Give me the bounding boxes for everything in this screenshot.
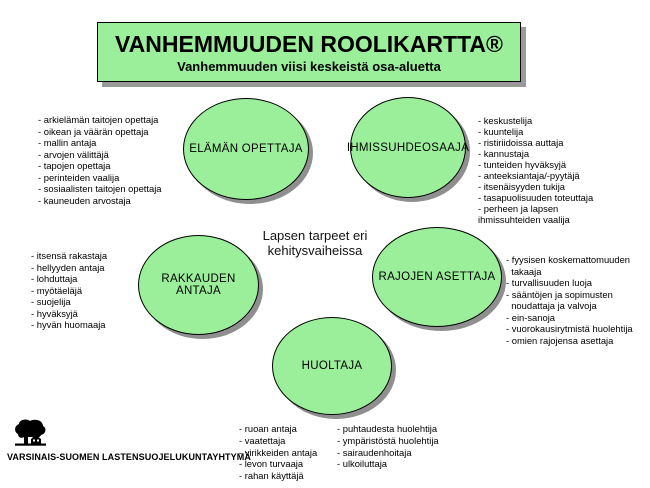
list-item: - virikkeiden antaja [239,446,318,458]
list-item: - ristiriidoissa auttaja [478,137,564,148]
center-note-line2: kehitysvaiheissa [267,243,363,258]
list-item: - tunteiden hyväksyjä [478,159,567,170]
role-ellipse-huoltaja [272,317,392,415]
list-item: - kauneuden arvostaja [38,194,131,206]
list-item: - puhtaudesta huolehtija [337,423,438,434]
list-item: - sairaudenhoitaja [337,446,412,458]
list-item: noudattaja ja valvoja [506,300,597,311]
tree-house-logo-icon [12,418,48,449]
list-item: - ulkoiluttaja [337,458,388,470]
list-item: - keskustelija [478,115,533,126]
list-item: - tasapuolisuuden toteuttaja [478,192,594,203]
center-note-line1: Lapsen tarpeet eri [262,228,368,243]
organization-name: VARSINAIS-SUOMEN LASTENSUOJELUKUNTAYHTYMÄ [7,452,251,462]
list-item: - hyvän huomaaja [31,319,106,330]
role-items-rakkauden-antaja [31,250,107,331]
list-item: - anteeksiantaja/-pyytäjä [478,170,580,181]
center-note [225,228,405,258]
list-item: - vuorokausirytmistä huolehtija [506,323,633,334]
list-item: - vaatettaja [239,434,286,446]
list-item: - sääntöjen ja sopimusten [506,288,613,300]
list-item: - itsenäisyyden tukija [478,181,566,192]
list-item: - tapojen opettaja [38,160,111,171]
role-label-ihmissuhdeosaaja: IHMISSUHDEOSAAJA [346,141,470,154]
list-item: ihmissuhteiden vaalija [478,214,570,225]
list-item: - kuuntelija [478,126,524,137]
list-item: - ympäristöstä huolehtija [337,434,439,446]
list-item: - arvojen välittäjä [38,148,109,160]
list-item: - hyväksyjä [31,307,78,319]
list-item: - omien rajojensa asettaja [506,334,614,346]
role-items-elaman-opettaja [38,114,162,206]
list-item: - arkielämän taitojen opettaja [38,114,159,125]
list-item: - ein-sanoja [506,311,555,323]
role-label-huoltaja: HUOLTAJA [301,360,363,372]
list-item: - rahan käyttäjä [239,470,304,482]
page-subtitle: Vanhemmuuden viisi keskeistä osa-aluetta [177,58,441,74]
list-item: - fyysisen koskemattomuuden [506,254,631,265]
role-items-rajojen-asettaja [506,254,633,346]
role-items-ihmissuhdeosaaja [478,115,593,225]
list-item: takaaja [506,265,542,277]
list-item: - levon turvaaja [239,458,304,470]
list-item: - myötäeläjä [31,284,83,296]
role-label-rakkauden-antaja: RAKKAUDEN ANTAJA [161,273,236,297]
role-items-huoltaja-col2 [337,423,439,470]
title-box [97,22,521,82]
list-item: - lohduttaja [31,273,78,284]
role-label-elaman-opettaja: ELÄMÄN OPETTAJA [189,143,303,155]
list-item: - itsensä rakastaja [31,250,108,261]
list-item: - turvallisuuden luoja [506,277,592,288]
list-item: - mallin antaja [38,137,97,148]
list-item: - ruoan antaja [239,423,297,434]
list-item: - sosiaalisten taitojen opettaja [38,183,162,194]
role-label-rajojen-asettaja: RAJOJEN ASETTAJA [378,271,496,283]
role-ellipse-elaman-opettaja [183,98,309,200]
list-item: - hellyyden antaja [31,261,105,273]
role-ellipse-ihmissuhdeosaaja [346,97,470,198]
list-item: - perheen ja lapsen [478,203,559,214]
list-item: - oikean ja väärän opettaja [38,125,149,137]
list-item: - perinteiden vaalija [38,171,120,183]
list-item: - suojelija [31,296,71,307]
list-item: - kannustaja [478,148,530,159]
page-title: VANHEMMUUDEN ROOLIKARTTA® [115,30,503,57]
